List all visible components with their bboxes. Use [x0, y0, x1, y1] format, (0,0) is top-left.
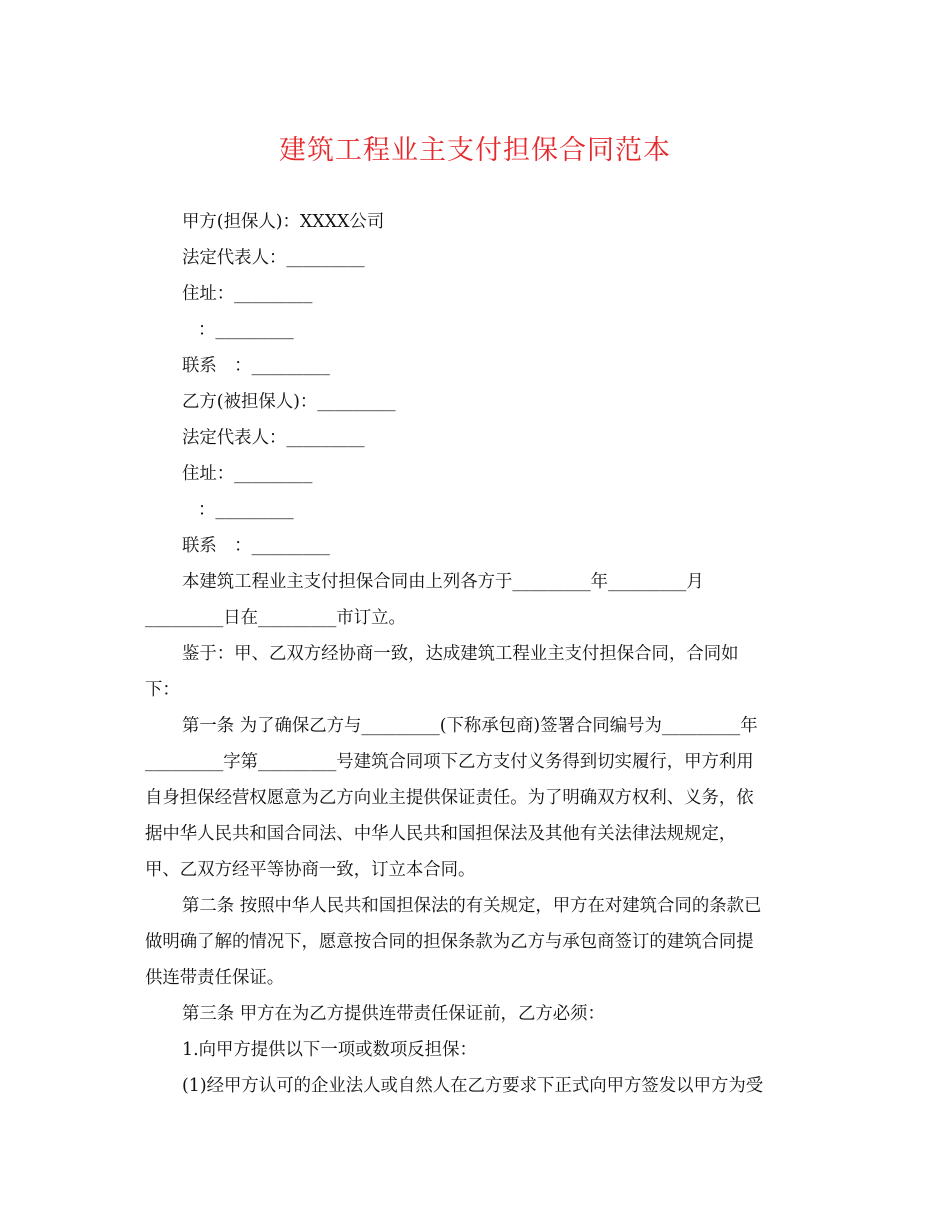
party-b-representative: 法定代表人：_________ [182, 428, 365, 448]
document-body [145, 204, 805, 1104]
party-a-blank-field: ：_________ [198, 320, 294, 340]
intro-line-2: _________日在_________市订立。 [145, 608, 406, 628]
article-3: 第三条 甲方在为乙方提供连带责任保证前，乙方必须： [182, 1004, 605, 1024]
article-3-item-1: 1.向甲方提供以下一项或数项反担保： [182, 1040, 477, 1060]
party-a-name: 甲方(担保人)：XXXX公司 [182, 212, 385, 232]
party-a-representative: 法定代表人：_________ [182, 248, 365, 268]
party-b-address: 住址：_________ [182, 464, 313, 484]
article-1-line-2: _________字第_________号建筑合同项下乙方支付义务得到切实履行，甲方利用 [145, 752, 754, 772]
article-2-line-3: 供连带责任保证。 [145, 968, 285, 988]
article-3-item-1-1: (1)经甲方认可的企业法人或自然人在乙方要求下正式向甲方签发以甲方为受 [182, 1076, 764, 1096]
article-2-line-2: 做明确了解的情况下，愿意按合同的担保条款为乙方与承包商签订的建筑合同提 [145, 932, 754, 952]
article-1-line-4: 据中华人民共和国合同法、中华人民共和国担保法及其他有关法律法规规定， [145, 824, 737, 844]
article-1-line-1: 第一条 为了确保乙方与_________(下称承包商)签署合同编号为_________年 [182, 716, 758, 736]
whereas-line-1: 鉴于：甲、乙双方经协商一致，达成建筑工程业主支付担保合同，合同如 [182, 644, 739, 664]
party-a-contact: 联系 ：_________ [182, 356, 330, 376]
intro-line-1: 本建筑工程业主支付担保合同由上列各方于_________年_________月 [182, 572, 704, 592]
article-1-line-3: 自身担保经营权愿意为乙方向业主提供保证责任。为了明确双方权利、义务，依 [145, 788, 754, 808]
article-2-line-1: 第二条 按照中华人民共和国担保法的有关规定，甲方在对建筑合同的条款已 [182, 896, 762, 916]
article-1-line-5: 甲、乙双方经平等协商一致，订立本合同。 [145, 860, 476, 880]
whereas-line-2: 下： [145, 680, 180, 700]
document-title: 建筑工程业主支付担保合同范本 [279, 135, 671, 166]
party-a-address: 住址：_________ [182, 284, 313, 304]
party-b-name: 乙方(被担保人)：_________ [182, 392, 396, 412]
party-b-blank-field: ：_________ [198, 500, 294, 520]
party-b-contact: 联系 ：_________ [182, 536, 330, 556]
